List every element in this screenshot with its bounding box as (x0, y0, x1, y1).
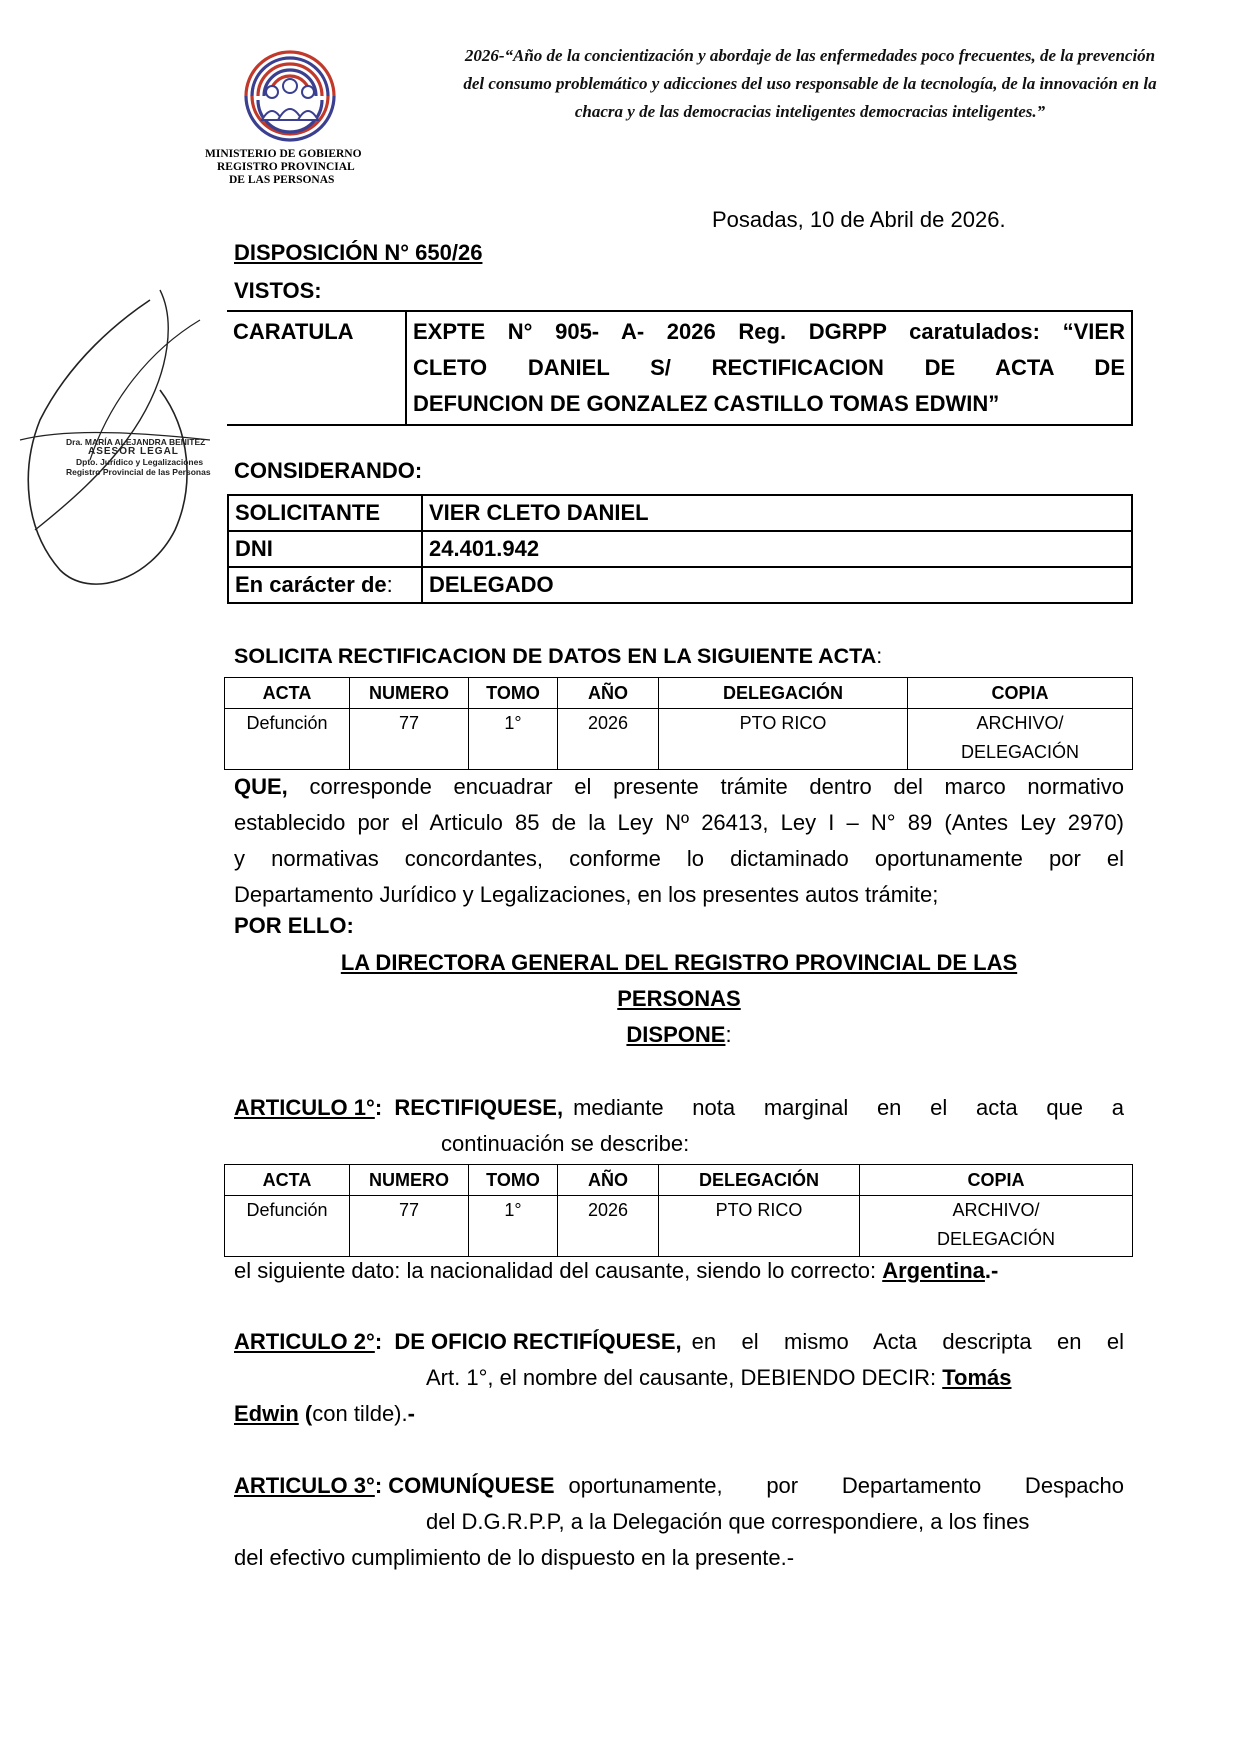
ministry-line: REGISTRO PROVINCIAL (217, 161, 355, 173)
request-title-colon: : (876, 644, 883, 668)
request-title (234, 644, 882, 669)
copy-line: DELEGACIÓN (960, 742, 1080, 762)
que-line: corresponde encuadrar el presente trámite dentro del marco normativo (309, 774, 1124, 799)
table-row (225, 709, 1133, 770)
article-2-colon: : (374, 1329, 383, 1354)
copy-line: DELEGACIÓN (936, 1229, 1056, 1249)
legal-advisor-stamp (66, 437, 226, 477)
table-cell: 2026 (558, 709, 659, 770)
article-3-line-3: del efectivo cumplimiento de lo dispuesto en la presente.- (234, 1545, 795, 1570)
stamp-line: Registro Provincial de las Personas (66, 467, 211, 477)
correct-nationality: Argentina (882, 1258, 985, 1283)
article-2-text: en el mismo Acta descripta en el (691, 1329, 1124, 1354)
applicant-label-colon: : (386, 572, 393, 597)
applicant-label-text: En carácter de (235, 572, 387, 597)
table-cell (860, 1196, 1133, 1257)
que-paragraph (234, 769, 1124, 913)
article-2-label: ARTICULO 2° (234, 1329, 375, 1354)
acta-table (224, 677, 1133, 770)
table-cell: Defunción (225, 709, 350, 770)
article-1-verb: RECTIFIQUESE, (394, 1095, 564, 1120)
column-header: NUMERO (350, 1165, 469, 1196)
directora-heading (234, 945, 1124, 1053)
article-1-line-2: continuación se describe: (441, 1131, 690, 1156)
article-2-line-3 (234, 1401, 415, 1427)
table-cell: 2026 (558, 1196, 659, 1257)
correct-name: Tomás (942, 1365, 1012, 1390)
applicant-value: DELEGADO (422, 567, 1132, 603)
article-1-end: .- (984, 1258, 999, 1283)
applicant-label (228, 567, 422, 603)
article-1-colon: : (374, 1095, 383, 1120)
article-1-result (234, 1258, 998, 1284)
vistos-label: VISTOS: (234, 278, 322, 303)
por-ello-label: POR ELLO: (234, 913, 354, 938)
dispone-colon: : (725, 1022, 732, 1047)
acta-table-rectified (224, 1164, 1133, 1257)
table-row (228, 531, 1132, 567)
article-1-result-text: el siguiente dato: la nacionalidad del causante, siendo lo correcto: (234, 1258, 883, 1283)
caratula-line: CLETO DANIEL S/ RECTIFICACION DE ACTA DE (413, 355, 1125, 380)
paragraph-line: establecido por el Articulo 85 de la Ley Nº 26413, Ley I – N° 89 (Antes Ley 2970) (234, 810, 1124, 835)
table-cell (908, 709, 1133, 770)
copy-line: ARCHIVO/ (952, 1200, 1040, 1220)
article-1-label: ARTICULO 1° (234, 1095, 375, 1120)
considerando-label: CONSIDERANDO: (234, 458, 423, 483)
document-date: Posadas, 10 de Abril de 2026. (712, 207, 1006, 232)
column-header: COPIA (860, 1165, 1133, 1196)
table-header-row (225, 1165, 1133, 1196)
applicant-table (227, 494, 1133, 604)
table-cell: 1° (469, 709, 558, 770)
paragraph-line (234, 769, 1124, 805)
article-2-line-1 (234, 1329, 1124, 1355)
ministry-line: DE LAS PERSONAS (229, 174, 335, 186)
column-header: AÑO (558, 678, 659, 709)
applicant-label: SOLICITANTE (228, 495, 422, 531)
applicant-label: DNI (228, 531, 422, 567)
article-3-line-1 (234, 1473, 1124, 1499)
paragraph-line: y normativas concordantes, conforme lo dictaminado oportunamente por el (234, 846, 1124, 871)
applicant-value: 24.401.942 (422, 531, 1132, 567)
article-3-verb: COMUNÍQUESE (388, 1473, 555, 1498)
correct-name: Edwin (234, 1401, 299, 1426)
table-row (228, 567, 1132, 603)
table-header-row (225, 678, 1133, 709)
column-header: DELEGACIÓN (659, 1165, 860, 1196)
table-cell: Defunción (225, 1196, 350, 1257)
table-cell: PTO RICO (659, 1196, 860, 1257)
que-lead: QUE, (234, 774, 288, 799)
article-2-text: Art. 1°, el nombre del causante, DEBIENDO DECIR: (426, 1365, 943, 1390)
column-header: TOMO (469, 1165, 558, 1196)
column-header: NUMERO (350, 678, 469, 709)
registry-logo-icon (232, 40, 348, 146)
stamp-line: Dra. MARÍA ALEJANDRA BENITEZ (66, 437, 206, 447)
caratula-line: DEFUNCION DE GONZALEZ CASTILLO TOMAS EDWIN” (413, 391, 1000, 416)
article-1-text: mediante nota marginal en el acta que a (573, 1095, 1124, 1120)
column-header: COPIA (908, 678, 1133, 709)
motto-line: chacra y de las democracias inteligentes democracias inteligentes.” (574, 102, 1046, 121)
article-2-end: - (407, 1401, 415, 1426)
column-header: ACTA (225, 678, 350, 709)
column-header: TOMO (469, 678, 558, 709)
ministry-name (205, 148, 405, 187)
article-2-text: con tilde). (312, 1401, 408, 1426)
directora-line: LA DIRECTORA GENERAL DEL REGISTRO PROVINCIAL DE LAS (340, 950, 1018, 975)
article-3-label: ARTICULO 3° (234, 1473, 375, 1498)
article-3-text: oportunamente, por Departamento Despacho (568, 1473, 1124, 1498)
disposition-number: DISPOSICIÓN N° 650/26 (234, 240, 483, 265)
article-3-line-2: del D.G.R.P.P, a la Delegación que correspondiere, a los fines (426, 1509, 1030, 1534)
table-cell: PTO RICO (659, 709, 908, 770)
table-row (225, 1196, 1133, 1257)
article-2-paren: ( (298, 1401, 313, 1426)
stamp-line: ASESOR LEGAL (88, 446, 179, 457)
caratula-line: EXPTE N° 905- A- 2026 Reg. DGRPP caratulados: “VIER (413, 319, 1125, 344)
directora-line: PERSONAS (617, 986, 741, 1011)
table-cell: 77 (350, 709, 469, 770)
ministry-line: MINISTERIO DE GOBIERNO (205, 148, 362, 160)
motto-line: del consumo problemático y adicciones del uso responsable de la tecnología, de la innovación en la (463, 74, 1157, 93)
article-2-verb: DE OFICIO RECTIFÍQUESE, (394, 1329, 682, 1354)
paragraph-line: Departamento Jurídico y Legalizaciones, en los presentes autos trámite; (234, 882, 939, 907)
column-header: ACTA (225, 1165, 350, 1196)
column-header: AÑO (558, 1165, 659, 1196)
table-cell: 1° (469, 1196, 558, 1257)
article-1-line-1 (234, 1095, 1124, 1121)
caratula-label: CARATULA (227, 311, 406, 425)
request-title-text: SOLICITA RECTIFICACION DE DATOS EN LA SIGUIENTE ACTA (234, 644, 877, 668)
dispone-label: DISPONE (626, 1022, 726, 1047)
column-header: DELEGACIÓN (659, 678, 908, 709)
stamp-line: Dpto. Jurídico y Legalizaciones (76, 457, 204, 467)
applicant-value: VIER CLETO DANIEL (422, 495, 1132, 531)
article-3-colon: : (374, 1473, 383, 1498)
caratula-table (227, 310, 1133, 426)
table-cell: 77 (350, 1196, 469, 1257)
article-2-line-2 (426, 1365, 1012, 1391)
caratula-text (406, 311, 1132, 425)
copy-line: ARCHIVO/ (976, 713, 1064, 733)
year-motto (430, 42, 1190, 126)
motto-line: 2026-“Año de la concientización y abordaje de las enfermedades poco frecuentes, de la prevención (464, 46, 1156, 65)
table-row (228, 495, 1132, 531)
